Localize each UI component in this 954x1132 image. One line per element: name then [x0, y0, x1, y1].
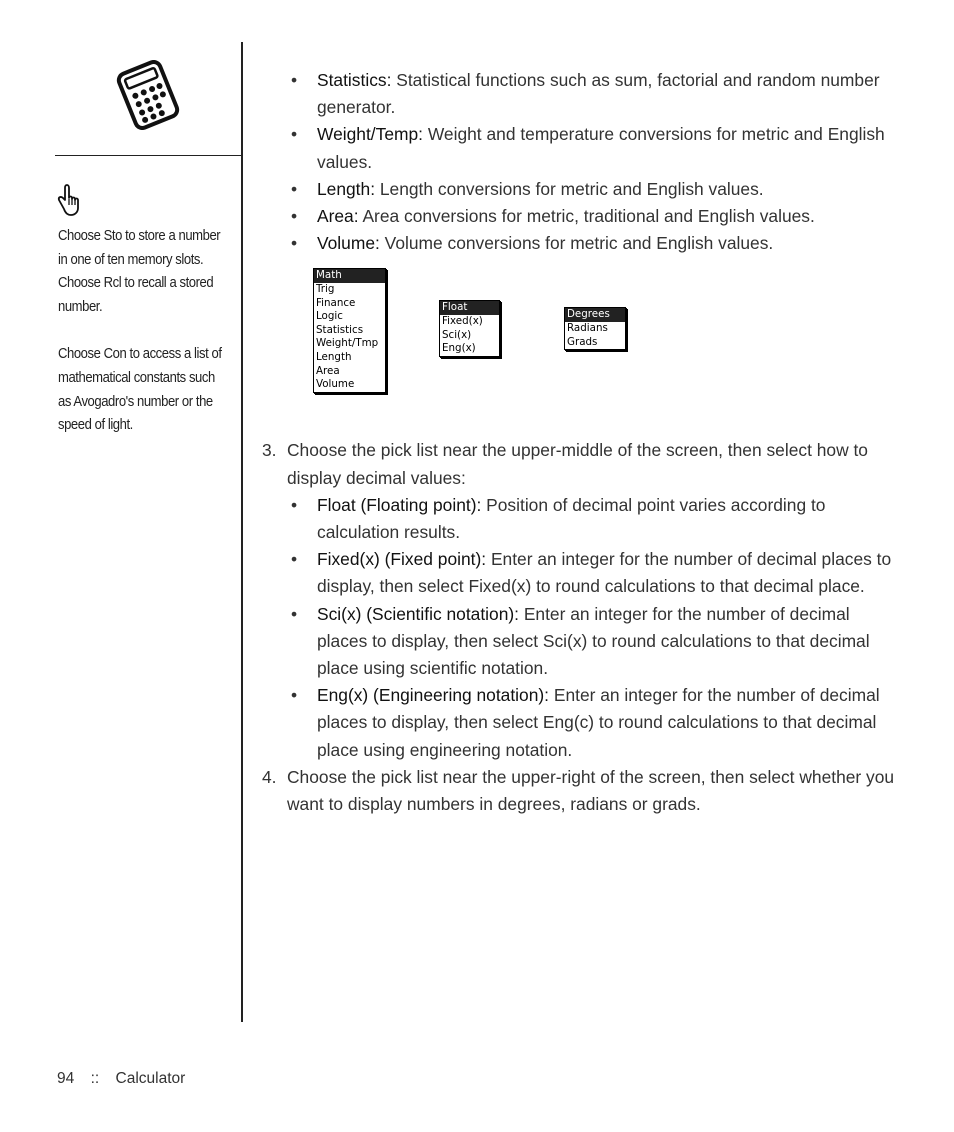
pick-option-selected[interactable]: Math: [314, 269, 385, 283]
pick-option[interactable]: Logic: [316, 310, 343, 323]
list-item: [262, 682, 897, 764]
step-text: Choose the pick list near the upper-right of the screen, then select whether you want to display numbers in degrees, radians or grads.: [287, 766, 895, 815]
main-content: [262, 67, 897, 818]
item-desc: Enter an integer for the number of decimal places to display, then select Fixed(x) to round calculations to that decimal place.: [317, 549, 892, 597]
calculator-icon: [112, 60, 184, 130]
item-term: Length:: [317, 178, 376, 199]
list-item: [262, 67, 897, 121]
decimal-pick-list[interactable]: [439, 300, 500, 356]
item-term: Weight/Temp:: [317, 124, 423, 145]
item-desc: Position of decimal point varies according to calculation results.: [317, 494, 826, 543]
pointing-hand-icon: [55, 183, 81, 217]
pick-option[interactable]: Finance: [316, 296, 356, 309]
step-number: 4.: [262, 766, 277, 787]
section-name: Calculator: [115, 1070, 186, 1087]
item-desc: Length conversions for metric and English values.: [375, 178, 764, 199]
bullet: •: [291, 70, 298, 90]
bullet: •: [291, 124, 298, 145]
item-desc: Area conversions for metric, traditional and English values.: [358, 206, 815, 227]
item-desc: Enter an integer for the number of decimal places to display, then select Sci(x) to round calculations to that decimal place using scientific notation.: [317, 603, 870, 679]
pick-option[interactable]: Volume: [316, 378, 355, 391]
bullet: •: [291, 685, 298, 706]
column-divider: [241, 42, 243, 1022]
step-item: [262, 437, 897, 491]
item-term: Eng(x) (Engineering notation):: [317, 685, 550, 706]
sidebar-tip: [58, 224, 230, 461]
list-item: [262, 546, 897, 600]
bullet: •: [291, 233, 298, 254]
pick-option[interactable]: Weight/Tmp: [316, 337, 379, 350]
bullet: •: [291, 549, 298, 570]
page-number: 94: [57, 1070, 75, 1087]
item-term: Volume:: [317, 233, 380, 254]
bullet: •: [291, 178, 298, 199]
angle-pick-list[interactable]: [564, 307, 626, 350]
item-desc: Volume conversions for metric and English values.: [379, 233, 774, 254]
bullet: •: [291, 494, 298, 515]
list-item: [262, 203, 897, 230]
pick-option-selected[interactable]: Degrees: [565, 308, 625, 322]
list-item: [262, 176, 897, 203]
pick-option[interactable]: Area: [316, 364, 340, 377]
pick-option[interactable]: Radians: [567, 322, 608, 335]
step-item: [262, 764, 897, 818]
step-text: Choose the pick list near the upper-middle of the screen, then select how to display decimal values:: [287, 440, 868, 488]
item-desc: Statistical functions such as sum, factorial and random number generator.: [317, 70, 880, 118]
step-number: 3.: [262, 440, 277, 461]
pick-option[interactable]: Eng(x): [442, 342, 476, 355]
pick-option[interactable]: Trig: [316, 283, 335, 296]
list-item: [262, 492, 897, 546]
item-desc: Enter an integer for the number of decimal places to display, then select Eng(c) to round calculations to that decimal place using engineering notation.: [317, 685, 880, 760]
bullet: •: [291, 206, 298, 227]
item-desc: Weight and temperature conversions for metric and English values.: [317, 124, 885, 172]
list-item: [262, 121, 897, 175]
item-term: Area:: [317, 206, 359, 227]
pick-option[interactable]: Sci(x): [442, 328, 472, 341]
item-term: Float (Floating point):: [317, 494, 482, 515]
sidebar-divider: [55, 155, 241, 156]
list-item: [262, 230, 897, 257]
tip-paragraph: Choose Sto to store a number in one of ten memory slots. Choose Rcl to recall a stored number.: [58, 227, 221, 316]
pick-option-selected[interactable]: Float: [440, 301, 499, 315]
page-footer: [57, 1070, 185, 1088]
tip-paragraph: Choose Con to access a list of mathematical constants such as Avogadro's number or the speed of light.: [58, 345, 222, 434]
pick-option[interactable]: Length: [316, 350, 352, 363]
item-term: Sci(x) (Scientific notation):: [317, 603, 519, 624]
category-pick-list[interactable]: [313, 268, 386, 392]
pick-option[interactable]: Grads: [567, 335, 598, 348]
list-item: [262, 601, 897, 683]
item-term: Fixed(x) (Fixed point):: [317, 549, 487, 570]
bullet: •: [291, 603, 298, 624]
item-term: Statistics:: [317, 70, 392, 90]
pick-option[interactable]: Fixed(x): [442, 315, 483, 328]
pick-option[interactable]: Statistics: [316, 323, 364, 336]
pick-list-screenshots: [262, 268, 897, 429]
footer-separator: ::: [90, 1070, 100, 1087]
